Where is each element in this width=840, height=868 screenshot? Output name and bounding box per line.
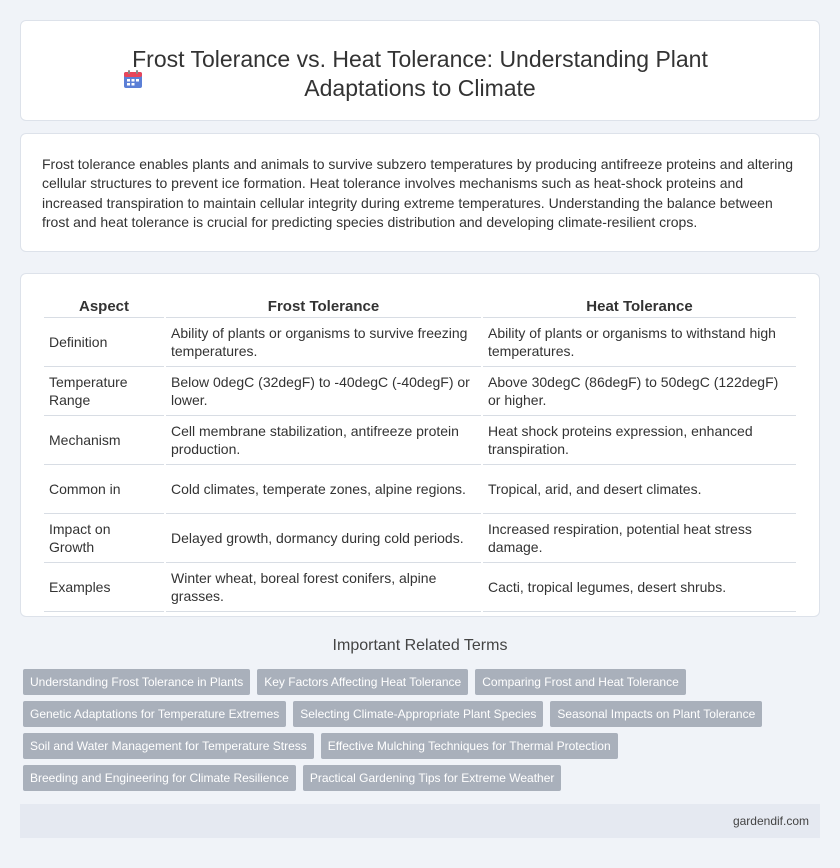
- table-cell-aspect: Examples: [44, 563, 164, 612]
- tag-row: [23, 765, 803, 791]
- table-cell-heat: Heat shock proteins expression, enhanced transpiration.: [483, 416, 796, 465]
- table-cell-heat: Tropical, arid, and desert climates.: [483, 465, 796, 514]
- related-term-tag[interactable]: Key Factors Affecting Heat Tolerance: [257, 669, 468, 695]
- related-term-tag[interactable]: Seasonal Impacts on Plant Tolerance: [550, 701, 762, 727]
- related-terms-heading: Important Related Terms: [332, 637, 508, 654]
- table-header-row: [44, 296, 796, 318]
- footer: [20, 804, 820, 838]
- table-cell-aspect: Mechanism: [44, 416, 164, 465]
- related-term-tag[interactable]: Effective Mulching Techniques for Thermal Protection: [321, 733, 618, 759]
- table-row: [44, 563, 796, 612]
- related-term-tag[interactable]: Soil and Water Management for Temperature Stress: [23, 733, 314, 759]
- table-row: [44, 416, 796, 465]
- table-row: [44, 318, 796, 367]
- table-cell-aspect: Impact on Growth: [44, 514, 164, 563]
- page-title: Frost Tolerance vs. Heat Tolerance: Understanding Plant Adaptations to Climate: [132, 46, 708, 101]
- related-term-tag[interactable]: Genetic Adaptations for Temperature Extremes: [23, 701, 286, 727]
- related-term-tag[interactable]: Understanding Frost Tolerance in Plants: [23, 669, 250, 695]
- footer-site-link[interactable]: gardendif.com: [732, 814, 809, 828]
- tag-row: [23, 701, 803, 727]
- intro-paragraph: Frost tolerance enables plants and animals to survive subzero temperatures by producing antifreeze proteins and altering cellular structures to prevent ice formation. Heat tolerance involves mechanisms such as heat-shock proteins and increased transpiration to maintain cellular integrity during extreme temperatures. Understanding the balance between frost and heat tolerance is crucial for predicting species distribution and developing climate-resilient crops.: [42, 156, 793, 230]
- table-cell-frost: Below 0degC (32degF) to -40degC (-40degF) or lower.: [166, 367, 481, 416]
- table-cell-heat: Above 30degC (86degF) to 50degC (122degF) or higher.: [483, 367, 796, 416]
- column-header-aspect: Aspect: [44, 296, 164, 318]
- table-cell-heat: Cacti, tropical legumes, desert shrubs.: [483, 563, 796, 612]
- table-cell-heat: Increased respiration, potential heat stress damage.: [483, 514, 796, 563]
- related-term-tag[interactable]: Breeding and Engineering for Climate Resilience: [23, 765, 296, 791]
- table-cell-frost: Cold climates, temperate zones, alpine regions.: [166, 465, 481, 514]
- table-row: [44, 514, 796, 563]
- table-cell-frost: Ability of plants or organisms to survive freezing temperatures.: [166, 318, 481, 367]
- related-terms-list: [23, 669, 803, 797]
- table-cell-heat: Ability of plants or organisms to withstand high temperatures.: [483, 318, 796, 367]
- table-row: [44, 367, 796, 416]
- table-cell-aspect: Definition: [44, 318, 164, 367]
- related-term-tag[interactable]: Comparing Frost and Heat Tolerance: [475, 669, 686, 695]
- column-header-heat: Heat Tolerance: [483, 296, 796, 318]
- comparison-table-card: [20, 273, 820, 617]
- related-term-tag[interactable]: Selecting Climate-Appropriate Plant Species: [293, 701, 543, 727]
- table-cell-frost: Delayed growth, dormancy during cold periods.: [166, 514, 481, 563]
- intro-card: [20, 133, 820, 252]
- header-card: [20, 20, 820, 121]
- table-cell-aspect: Common in: [44, 465, 164, 514]
- tag-row: [23, 669, 803, 695]
- table-cell-frost: Cell membrane stabilization, antifreeze protein production.: [166, 416, 481, 465]
- related-term-tag[interactable]: Practical Gardening Tips for Extreme Weather: [303, 765, 562, 791]
- tag-row: [23, 733, 803, 759]
- table-row: [44, 465, 796, 514]
- column-header-frost: Frost Tolerance: [166, 296, 481, 318]
- table-cell-aspect: Temperature Range: [44, 367, 164, 416]
- comparison-table: [42, 296, 798, 612]
- table-cell-frost: Winter wheat, boreal forest conifers, alpine grasses.: [166, 563, 481, 612]
